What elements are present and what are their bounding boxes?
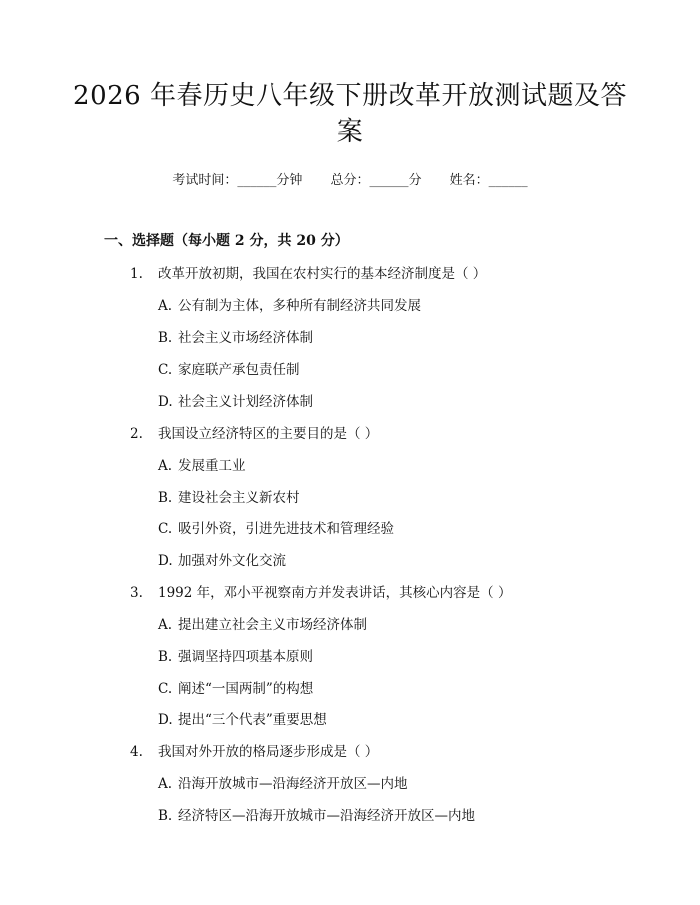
option-label: C.	[158, 681, 173, 697]
section-title: 一、选择题（每小题 2 分，共 20 分）	[104, 233, 349, 249]
question-number: 2.	[130, 426, 143, 442]
question-number: 1.	[130, 266, 143, 282]
option-label: D.	[158, 394, 173, 410]
question-3-option-b	[158, 645, 313, 665]
question-1-option-c	[158, 358, 300, 378]
exam-meta	[0, 169, 700, 188]
question-3-option-d	[158, 708, 327, 728]
question-text: 我国对外开放的格局逐步形成是（ ）	[158, 744, 379, 760]
question-2-option-c	[158, 517, 394, 537]
question-text: 改革开放初期，我国在农村实行的基本经济制度是（ ）	[158, 266, 487, 282]
question-number: 4.	[130, 744, 143, 760]
option-text: 沿海开放城市—沿海经济开放区—内地	[178, 776, 408, 792]
option-text: 发展重工业	[178, 458, 246, 474]
question-2-option-a	[158, 454, 246, 474]
option-label: B.	[158, 649, 173, 665]
question-4-option-b	[158, 804, 475, 824]
question-1	[130, 262, 486, 282]
option-label: A.	[158, 298, 173, 314]
document-title: 2026 年春历史八年级下册改革开放测试题及答案	[73, 81, 627, 147]
option-text: 提出建立社会主义市场经济体制	[178, 617, 367, 633]
option-text: 吸引外资，引进先进技术和管理经验	[178, 521, 394, 537]
option-label: D.	[158, 712, 173, 728]
question-1-option-d	[158, 390, 313, 410]
option-label: C.	[158, 362, 173, 378]
option-label: B.	[158, 490, 173, 506]
exam-time-label: 考试时间：______分钟	[172, 173, 303, 188]
question-3-option-c	[158, 677, 313, 697]
option-text: 加强对外文化交流	[178, 553, 286, 569]
question-4-option-a	[158, 772, 408, 792]
option-text: 阐述“一国两制”的构想	[178, 681, 314, 697]
option-text: 社会主义市场经济体制	[178, 330, 313, 346]
question-3	[130, 581, 511, 601]
question-text: 1992 年，邓小平视察南方并发表讲话，其核心内容是（ ）	[158, 585, 512, 601]
option-text: 经济特区—沿海开放城市—沿海经济开放区—内地	[178, 808, 475, 824]
option-label: B.	[158, 808, 173, 824]
option-label: D.	[158, 553, 173, 569]
option-text: 家庭联产承包责任制	[178, 362, 300, 378]
question-text: 我国设立经济特区的主要目的是（ ）	[158, 426, 379, 442]
question-1-option-b	[158, 326, 313, 346]
option-label: C.	[158, 521, 173, 537]
student-name-label: 姓名：______	[449, 173, 528, 188]
option-text: 建设社会主义新农村	[178, 490, 300, 506]
option-label: A.	[158, 458, 173, 474]
option-label: A.	[158, 776, 173, 792]
question-1-option-a	[158, 294, 421, 314]
option-text: 提出“三个代表”重要思想	[178, 712, 327, 728]
question-2-option-b	[158, 486, 300, 506]
question-4	[130, 740, 378, 760]
question-number: 3.	[130, 585, 143, 601]
option-text: 强调坚持四项基本原则	[178, 649, 313, 665]
question-2	[130, 422, 378, 442]
option-label: A.	[158, 617, 173, 633]
question-3-option-a	[158, 613, 367, 633]
option-label: B.	[158, 330, 173, 346]
question-2-option-d	[158, 549, 286, 569]
total-score-label: 总分：______分	[330, 173, 422, 188]
option-text: 社会主义计划经济体制	[178, 394, 313, 410]
option-text: 公有制为主体，多种所有制经济共同发展	[178, 298, 421, 314]
